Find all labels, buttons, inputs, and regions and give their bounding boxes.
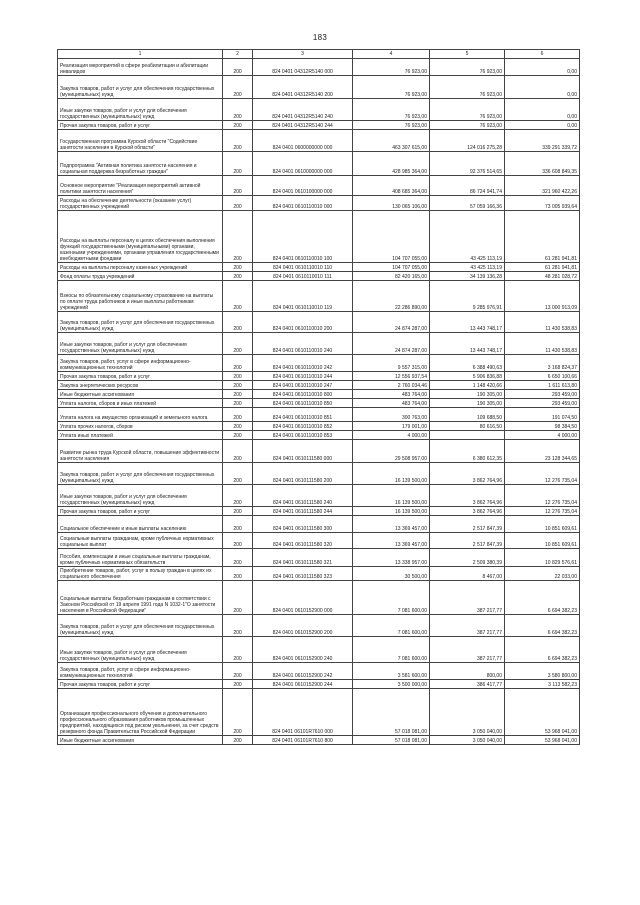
table-cell-rest: 3 580 800,00 [505, 663, 580, 680]
table-cell-name: Уплата налогов, сборов и иных платежей [58, 399, 223, 408]
table-cell-code: 824 0401 0610111580 244 [253, 507, 353, 516]
table-row [58, 507, 580, 516]
table-cell-name: Иные бюджетные ассигнования [58, 390, 223, 399]
table-cell-admin: 200 [223, 581, 253, 615]
table-cell-plan: 428 985 364,00 [353, 152, 430, 176]
table-row [58, 263, 580, 272]
table-cell-rest: 61 281 941,81 [505, 211, 580, 263]
table-cell-fact: 9 285 976,91 [430, 281, 505, 312]
table-cell-plan: 300 763,00 [353, 408, 430, 422]
table-cell-rest: 53 968 041,00 [505, 736, 580, 745]
table-cell-fact: 86 724 941,74 [430, 176, 505, 196]
table-cell-name: Уплата иных платежей [58, 431, 223, 440]
table-cell-plan: 13 338 957,00 [353, 549, 430, 567]
table-row [58, 689, 580, 736]
table-cell-code: 824 0401 0610111580 000 [253, 440, 353, 463]
table-cell-admin: 200 [223, 312, 253, 333]
table-cell-admin: 200 [223, 263, 253, 272]
table-cell-admin: 200 [223, 390, 253, 399]
table-row [58, 390, 580, 399]
table-row [58, 440, 580, 463]
table-cell-admin: 200 [223, 333, 253, 355]
table-cell-rest: 1 611 613,80 [505, 381, 580, 390]
column-header: 3 [253, 50, 353, 59]
table-cell-plan: 7 081 600,00 [353, 615, 430, 637]
table-cell-rest: 293 459,00 [505, 390, 580, 399]
table-cell-fact: 5 906 836,88 [430, 372, 505, 381]
table-cell-plan: 130 065 106,00 [353, 196, 430, 211]
table-cell-code: 824 0401 0610111580 300 [253, 516, 353, 533]
table-cell-plan: 13 369 457,00 [353, 516, 430, 533]
table-cell-name: Государственная программа Курской области "Содействие занятости населения в Курской области" [58, 130, 223, 152]
table-cell-fact: 387 217,77 [430, 637, 505, 663]
table-body [58, 50, 580, 745]
column-header: 4 [353, 50, 430, 59]
table-cell-admin: 200 [223, 176, 253, 196]
table-row [58, 431, 580, 440]
table-row [58, 312, 580, 333]
table-cell-plan: 76 923,00 [353, 121, 430, 130]
table-cell-rest: 11 430 538,83 [505, 333, 580, 355]
table-cell-code: 824 0401 04312R5140 244 [253, 121, 353, 130]
table-row [58, 152, 580, 176]
table-cell-admin: 200 [223, 549, 253, 567]
table-cell-rest: 0,00 [505, 121, 580, 130]
table-row [58, 399, 580, 408]
table-cell-name: Иные закупки товаров, работ и услуг для обеспечения государственных (муниципальных) нужд [58, 637, 223, 663]
table-cell-name: Социальные выплаты безработным гражданам в соответствии с Законом Российской от 19 апреля 1991 года N 1032-1"О занятости населения в Российской Федерации" [58, 581, 223, 615]
table-row [58, 99, 580, 121]
table-row [58, 176, 580, 196]
table-row [58, 680, 580, 689]
table-cell-code: 824 0401 0610110010 247 [253, 381, 353, 390]
table-cell-plan: 104 707 055,00 [353, 211, 430, 263]
table-row [58, 516, 580, 533]
table-row [58, 281, 580, 312]
table-cell-fact: 6 380 612,35 [430, 440, 505, 463]
table-cell-name: Фонд оплаты труда учреждений [58, 272, 223, 281]
table-cell-code: 824 0401 0610152900 242 [253, 663, 353, 680]
table-cell-rest: 73 005 939,64 [505, 196, 580, 211]
table-cell-plan: 57 018 081,00 [353, 689, 430, 736]
table-cell-fact: 3 050 040,00 [430, 736, 505, 745]
table-cell-fact: 13 443 748,17 [430, 312, 505, 333]
table-cell-fact: 13 443 748,17 [430, 333, 505, 355]
table-cell-plan: 104 707 055,00 [353, 263, 430, 272]
table-cell-code: 824 0401 04312R5140 200 [253, 76, 353, 99]
table-cell-name: Прочая закупка товаров, работ и услуг [58, 372, 223, 381]
table-cell-admin: 200 [223, 431, 253, 440]
table-cell-name: Закупка товаров, работ и услуг для обеспечения государственных (муниципальных) нужд [58, 463, 223, 485]
table-row [58, 549, 580, 567]
table-cell-name: Закупка товаров, работ и услуг для обеспечения государственных (муниципальных) нужд [58, 312, 223, 333]
table-cell-rest: 22 033,00 [505, 567, 580, 581]
table-cell-code: 824 0401 0610110010 242 [253, 355, 353, 372]
table-cell-admin: 200 [223, 372, 253, 381]
table-cell-rest: 6 694 382,23 [505, 637, 580, 663]
table-cell-rest: 53 968 041,00 [505, 689, 580, 736]
table-cell-fact: 124 016 275,28 [430, 130, 505, 152]
table-cell-admin: 200 [223, 99, 253, 121]
table-cell-name: Пособия, компенсации и иные социальные выплаты гражданам, кроме публичных нормативных обязательств [58, 549, 223, 567]
table-cell-code: 824 0401 0610110010 800 [253, 390, 353, 399]
table-row [58, 196, 580, 211]
table-cell-rest: 0,00 [505, 99, 580, 121]
budget-table [57, 49, 580, 745]
table-cell-name: Социальные выплаты гражданам, кроме публичных нормативных социальных выплат [58, 533, 223, 549]
table-cell-code: 824 0401 0610111580 200 [253, 463, 353, 485]
table-cell-admin: 200 [223, 355, 253, 372]
table-cell-fact: 76 923,00 [430, 76, 505, 99]
table-cell-admin: 200 [223, 196, 253, 211]
table-cell-rest: 191 074,50 [505, 408, 580, 422]
table-cell-admin: 200 [223, 463, 253, 485]
table-cell-name: Закупка товаров, работ и услуг для обеспечения государственных (муниципальных) нужд [58, 76, 223, 99]
table-cell-plan: 7 081 600,00 [353, 637, 430, 663]
table-cell-plan: 3 581 600,00 [353, 663, 430, 680]
table-row [58, 372, 580, 381]
table-cell-name: Социальное обеспечение и иные выплаты населению [58, 516, 223, 533]
table-cell-admin: 200 [223, 663, 253, 680]
table-cell-plan: 76 923,00 [353, 59, 430, 76]
table-cell-admin: 200 [223, 408, 253, 422]
table-cell-admin: 200 [223, 76, 253, 99]
table-cell-code: 824 0401 0610111580 323 [253, 567, 353, 581]
table-cell-name: Развитие рынка труда Курской области, повышение эффективности занятости населения [58, 440, 223, 463]
table-cell-name: Иные бюджетные ассигнования [58, 736, 223, 745]
table-row [58, 355, 580, 372]
table-cell-admin: 200 [223, 736, 253, 745]
table-cell-code: 824 0401 0610110010 852 [253, 422, 353, 431]
table-cell-name: Закупка товаров, работ, услуг в сфере информационно-коммуникационных технологий [58, 663, 223, 680]
table-cell-rest: 48 281 028,72 [505, 272, 580, 281]
table-cell-rest: 6 650 100,66 [505, 372, 580, 381]
table-cell-admin: 200 [223, 59, 253, 76]
table-cell-plan: 24 874 287,00 [353, 312, 430, 333]
table-cell-code: 824 0401 0610110010 000 [253, 196, 353, 211]
table-cell-rest: 10 851 609,61 [505, 533, 580, 549]
table-cell-name: Закупка энергетических ресурсов [58, 381, 223, 390]
table-cell-name: Уплата налога на имущество организаций и земельного налога [58, 408, 223, 422]
table-cell-plan: 16 139 500,00 [353, 463, 430, 485]
table-cell-admin: 200 [223, 516, 253, 533]
table-cell-name: Подпрограмма "Активная политика занятости населения и социальная поддержка безработных граждан" [58, 152, 223, 176]
table-cell-admin: 200 [223, 121, 253, 130]
table-cell-fact: 109 688,50 [430, 408, 505, 422]
page-number: 183 [312, 33, 328, 42]
table-cell-code: 824 0401 0610110010 244 [253, 372, 353, 381]
table-cell-plan: 4 000,00 [353, 431, 430, 440]
table-row [58, 463, 580, 485]
table-cell-code: 824 0401 0610110010 851 [253, 408, 353, 422]
table-cell-fact: 190 305,00 [430, 390, 505, 399]
table-cell-admin: 200 [223, 272, 253, 281]
table-cell-rest: 293 459,00 [505, 399, 580, 408]
table-cell-plan: 483 764,00 [353, 399, 430, 408]
column-header: 5 [430, 50, 505, 59]
table-cell-plan: 30 500,00 [353, 567, 430, 581]
table-cell-rest: 0,00 [505, 59, 580, 76]
table-cell-fact: 3 862 764,96 [430, 507, 505, 516]
table-cell-rest: 3 113 582,23 [505, 680, 580, 689]
table-cell-rest: 3 168 824,37 [505, 355, 580, 372]
table-cell-rest: 321 960 422,26 [505, 176, 580, 196]
table-cell-fact: 387 217,77 [430, 581, 505, 615]
table-cell-code: 824 0401 0610110010 110 [253, 263, 353, 272]
table-cell-code: 824 0401 0610110010 240 [253, 333, 353, 355]
table-cell-plan: 408 685 364,00 [353, 176, 430, 196]
table-cell-admin: 200 [223, 615, 253, 637]
table-cell-rest: 336 608 849,35 [505, 152, 580, 176]
table-row [58, 663, 580, 680]
table-cell-rest: 12 276 735,04 [505, 485, 580, 507]
table-row [58, 422, 580, 431]
table-cell-rest: 6 694 382,23 [505, 615, 580, 637]
table-cell-admin: 200 [223, 507, 253, 516]
table-cell-code: 824 0401 0610152900 244 [253, 680, 353, 689]
table-cell-fact: 76 923,00 [430, 59, 505, 76]
table-cell-plan: 57 018 081,00 [353, 736, 430, 745]
table-cell-rest: 339 291 339,72 [505, 130, 580, 152]
table-cell-fact: 80 616,50 [430, 422, 505, 431]
table-cell-code: 824 0401 0610152900 200 [253, 615, 353, 637]
table-cell-admin: 200 [223, 422, 253, 431]
table-cell-plan: 24 874 287,00 [353, 333, 430, 355]
table-cell-name: Закупка товаров, работ, услуг в сфере информационно-коммуникационных технологий [58, 355, 223, 372]
table-cell-plan: 483 764,00 [353, 390, 430, 399]
table-cell-name: Прочая закупка товаров, работ и услуг [58, 680, 223, 689]
table-cell-admin: 200 [223, 485, 253, 507]
table-cell-code: 824 0401 06101R7610 800 [253, 736, 353, 745]
table-row [58, 211, 580, 263]
table-cell-admin: 200 [223, 211, 253, 263]
table-cell-admin: 200 [223, 130, 253, 152]
table-cell-plan: 2 760 034,46 [353, 381, 430, 390]
table-cell-code: 824 0401 0610110010 853 [253, 431, 353, 440]
table-cell-rest: 11 430 538,83 [505, 312, 580, 333]
table-cell-name: Закупка товаров, работ и услуг для обеспечения государственных (муниципальных) нужд [58, 615, 223, 637]
table-cell-code: 824 0401 0610100000 000 [253, 176, 353, 196]
table-cell-name: Основное мероприятие "Реализация мероприятий активной политики занятости населения" [58, 176, 223, 196]
table-row [58, 615, 580, 637]
table-cell-code: 824 0401 0610110010 200 [253, 312, 353, 333]
table-cell-rest: 10 851 609,61 [505, 516, 580, 533]
table-cell-name: Расходы на выплаты персоналу в целях обеспечения выполнения функций государственными (муниципальными) органами, казенными учреждениями, органами управления государственными внебюджетными фондами [58, 211, 223, 263]
table-cell-rest: 6 694 382,23 [505, 581, 580, 615]
table-cell-plan: 82 420 165,00 [353, 272, 430, 281]
column-header: 1 [58, 50, 223, 59]
table-cell-fact: 2 517 847,39 [430, 516, 505, 533]
table-cell-plan: 29 508 957,00 [353, 440, 430, 463]
table-cell-code: 824 0401 0610000000 000 [253, 152, 353, 176]
table-cell-name: Взносы по обязательному социальному страхованию на выплаты по оплате труда работников и иные выплаты работникам учреждений [58, 281, 223, 312]
table-cell-name: Иные закупки товаров, работ и услуг для обеспечения государственных (муниципальных) нужд [58, 485, 223, 507]
table-cell-code: 824 0401 06101R7610 000 [253, 689, 353, 736]
table-cell-fact: 190 305,00 [430, 399, 505, 408]
table-row [58, 130, 580, 152]
table-cell-name: Расходы на выплаты персоналу казенных учреждений [58, 263, 223, 272]
table-cell-plan: 16 139 500,00 [353, 507, 430, 516]
table-cell-fact: 2 509 380,39 [430, 549, 505, 567]
table-cell-rest: 23 128 344,65 [505, 440, 580, 463]
table-cell-fact: 800,00 [430, 663, 505, 680]
table-cell-name: Иные закупки товаров, работ и услуг для обеспечения государственных (муниципальных) нужд [58, 99, 223, 121]
table-cell-fact: 76 923,00 [430, 121, 505, 130]
table-cell-code: 824 0401 0610152900 240 [253, 637, 353, 663]
table-header-row [58, 50, 580, 59]
table-row [58, 408, 580, 422]
table-cell-admin: 200 [223, 680, 253, 689]
table-cell-fact: 92 376 514,65 [430, 152, 505, 176]
table-cell-code: 824 0401 0610111580 321 [253, 549, 353, 567]
table-row [58, 736, 580, 745]
table-cell-name: Прочая закупка товаров, работ и услуг [58, 507, 223, 516]
table-cell-rest: 10 829 576,61 [505, 549, 580, 567]
table-cell-rest: 98 384,50 [505, 422, 580, 431]
table-cell-plan: 179 001,00 [353, 422, 430, 431]
table-cell-fact: 76 923,00 [430, 99, 505, 121]
table-cell-fact: 3 862 764,96 [430, 485, 505, 507]
table-cell-fact: 2 517 847,39 [430, 533, 505, 549]
table-cell-admin: 200 [223, 567, 253, 581]
table-cell-name: Расходы на обеспечение деятельности (оказание услуг) государственных учреждений [58, 196, 223, 211]
table-cell-code: 824 0401 0600000000 000 [253, 130, 353, 152]
table-cell-code: 824 0401 0610110010 119 [253, 281, 353, 312]
table-cell-code: 824 0401 0610110010 111 [253, 272, 353, 281]
table-cell-code: 824 0401 0610110010 100 [253, 211, 353, 263]
table-cell-plan: 3 500 000,00 [353, 680, 430, 689]
table-cell-name: Уплата прочих налогов, сборов [58, 422, 223, 431]
table-cell-admin: 200 [223, 281, 253, 312]
table-cell-plan: 7 081 600,00 [353, 581, 430, 615]
table-cell-rest: 4 000,00 [505, 431, 580, 440]
table-cell-code: 824 0401 0610152900 000 [253, 581, 353, 615]
table-cell-admin: 200 [223, 152, 253, 176]
column-header: 6 [505, 50, 580, 59]
table-cell-fact: 57 059 166,36 [430, 196, 505, 211]
table-cell-fact: 1 148 420,66 [430, 381, 505, 390]
table-row [58, 59, 580, 76]
table-row [58, 381, 580, 390]
table-cell-rest: 12 276 735,04 [505, 463, 580, 485]
table-cell-plan: 12 556 937,54 [353, 372, 430, 381]
table-cell-rest: 61 281 941,81 [505, 263, 580, 272]
table-cell-code: 824 0401 0610110010 850 [253, 399, 353, 408]
table-cell-name: Прочая закупка товаров, работ и услуг [58, 121, 223, 130]
table-cell-fact: 3 050 040,00 [430, 689, 505, 736]
table-cell-admin: 200 [223, 440, 253, 463]
table-row [58, 333, 580, 355]
table-cell-code: 824 0401 04312R5140 000 [253, 59, 353, 76]
table-cell-name: Реализация мероприятий в сфере реабилитации и абилитации инвалидов [58, 59, 223, 76]
table-cell-code: 824 0401 04312R5140 240 [253, 99, 353, 121]
table-cell-fact: 3 862 764,96 [430, 463, 505, 485]
table-cell-admin: 200 [223, 399, 253, 408]
table-cell-name: Приобретение товаров, работ, услуг в пользу граждан в целях их социального обеспечения [58, 567, 223, 581]
table-cell-rest: 0,00 [505, 76, 580, 99]
table-cell-admin: 200 [223, 381, 253, 390]
table-row [58, 485, 580, 507]
table-cell-name: Организация профессионального обучения и дополнительного профессионального образования работников промышленных предприятий, находящихся под риском увольнения, за счет средств резервного фонда Правительства Российской Федерации [58, 689, 223, 736]
table-row [58, 533, 580, 549]
table-cell-rest: 12 276 735,04 [505, 507, 580, 516]
table-cell-fact: 43 425 113,19 [430, 211, 505, 263]
table-cell-fact: 6 388 490,63 [430, 355, 505, 372]
table-cell-plan: 76 923,00 [353, 99, 430, 121]
table-cell-fact: 386 417,77 [430, 680, 505, 689]
column-header: 2 [223, 50, 253, 59]
table-row [58, 272, 580, 281]
table-cell-code: 824 0401 0610111580 320 [253, 533, 353, 549]
table-row [58, 637, 580, 663]
table-cell-code: 824 0401 0610111580 240 [253, 485, 353, 507]
table-cell-fact [430, 431, 505, 440]
table-cell-fact: 387 217,77 [430, 615, 505, 637]
table-cell-fact: 43 425 113,19 [430, 263, 505, 272]
table-cell-admin: 200 [223, 533, 253, 549]
table-cell-fact: 34 139 136,28 [430, 272, 505, 281]
table-cell-plan: 13 369 457,00 [353, 533, 430, 549]
table-cell-fact: 8 467,00 [430, 567, 505, 581]
table-cell-plan: 22 286 890,00 [353, 281, 430, 312]
table-row [58, 76, 580, 99]
table-cell-name: Иные закупки товаров, работ и услуг для обеспечения государственных (муниципальных) нужд [58, 333, 223, 355]
table-cell-plan: 76 923,00 [353, 76, 430, 99]
table-cell-plan: 16 139 500,00 [353, 485, 430, 507]
table-row [58, 121, 580, 130]
table-cell-plan: 463 307 615,00 [353, 130, 430, 152]
table-row [58, 581, 580, 615]
table-cell-admin: 200 [223, 689, 253, 736]
table-row [58, 567, 580, 581]
table-cell-admin: 200 [223, 637, 253, 663]
table-cell-rest: 13 000 913,09 [505, 281, 580, 312]
table-cell-plan: 9 557 315,00 [353, 355, 430, 372]
